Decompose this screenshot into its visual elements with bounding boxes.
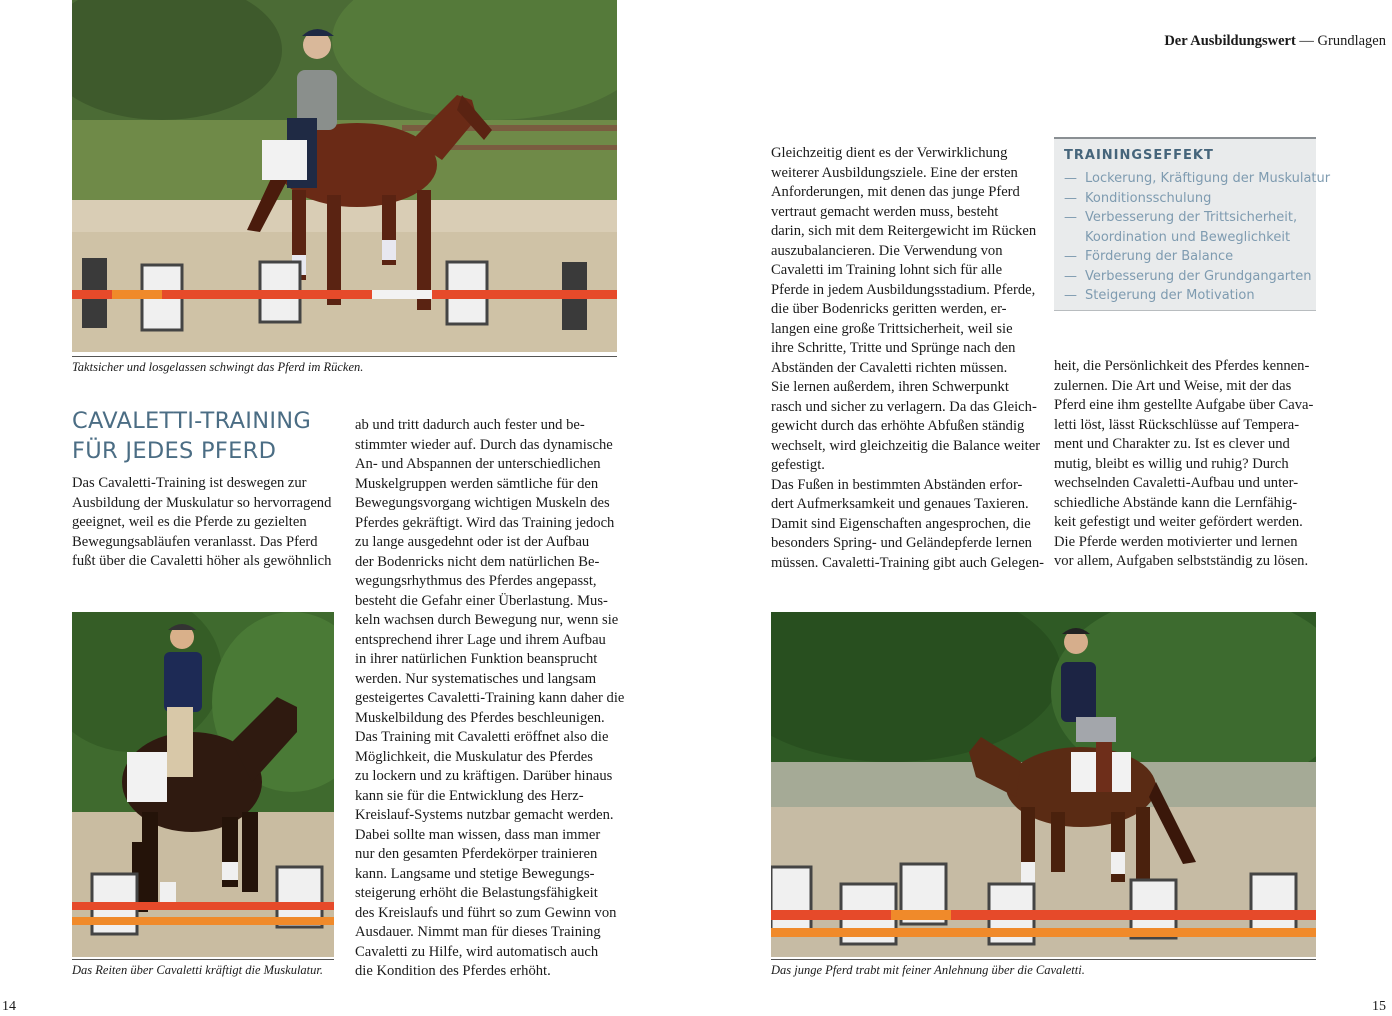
text-line: nur den gesamten Pferdekörper trainieren <box>355 846 598 862</box>
text-line: keit gefestigt und weiter gefördert werden. <box>1054 514 1303 530</box>
section-heading-line1: CAVALETTI-TRAINING <box>72 408 312 434</box>
list-item: — Verbesserung der Trittsicherheit, Koordination und Beweglichkeit <box>1064 210 1298 245</box>
text-line: Cavaletti im Training lohnt sich für alle <box>771 262 1003 278</box>
running-head-separator: — <box>1299 33 1314 49</box>
text-line: Ausbildung der Muskulatur so hervorragend <box>72 494 332 511</box>
text-line: geeignet, weil es die Pferde zu gezielten <box>72 514 307 530</box>
text-line: rasch und sicher zu verlagern. Da das Gleich- <box>771 398 1037 415</box>
body-column-left <box>72 474 331 572</box>
text-line: Muskelgruppen werden sämtliche für den <box>355 475 599 492</box>
photo-top-left <box>72 0 617 352</box>
text-line: Damit sind Eigenschaften angesprochen, die <box>771 515 1031 532</box>
text-line: Möglichkeit, die Muskulatur des Pferdes <box>355 748 593 765</box>
list-item: — Lockerung, Kräftigung der Muskulatur <box>1064 171 1331 186</box>
text-line: auszubalancieren. Die Verwendung von <box>771 242 1003 259</box>
text-line: fußt über die Cavaletti höher als gewöhnlich <box>72 553 332 569</box>
text-line: des Kreislaufs und führt so zum Gewinn von <box>355 904 617 921</box>
text-line: in ihrer natürlichen Funktion beansprucht <box>355 651 598 667</box>
text-line: Ausdauer. Nimmt man für dieses Training <box>355 924 601 940</box>
photo-bottom-left <box>72 612 334 957</box>
text-line: die über Bodenricks geritten werden, er- <box>771 301 1007 317</box>
text-line: Bewegungsabläufen veranlasst. Das Pferd <box>72 533 318 550</box>
caption-bottom-right: Das junge Pferd trabt mit feiner Anlehnung über die Cavaletti. <box>771 963 1085 977</box>
text-line: der Bodenricks nicht dem natürlichen Be- <box>355 553 600 570</box>
text-line: Das Fußen in bestimmten Abständen erfor- <box>771 476 1023 493</box>
text-line: Die Pferde werden motivierter und lernen <box>1054 533 1298 550</box>
text-line: gesteigertes Cavaletti-Training kann daher die <box>355 690 625 706</box>
training-effect-box <box>1054 137 1331 311</box>
text-line: mutig, bleibt es willig und ruhig? Durch <box>1054 455 1289 472</box>
training-effect-title: TRAININGSEFFEKT <box>1064 148 1214 163</box>
text-line: zu lange ausgedehnt oder ist der Aufbau <box>355 534 590 550</box>
section-heading-line2: FÜR JEDES PFERD <box>72 438 277 464</box>
text-line: kann sie für die Entwicklung des Herz- <box>355 787 584 804</box>
list-item: — Förderung der Balance <box>1064 249 1234 264</box>
text-line: steigerung erhöht die Belastungsfähigkeit <box>355 885 598 901</box>
text-line: Anforderungen, mit denen das junge Pferd <box>771 184 1020 200</box>
text-line: ment und Charakter zu. Ist es clever und <box>1054 436 1290 452</box>
text-line: zu lockern und zu kräftigen. Darüber hinaus <box>355 768 613 784</box>
training-effect-list <box>1064 169 1330 306</box>
text-line: Pferd eine ihm gestellte Aufgabe über Cava- <box>1054 397 1314 413</box>
rule-bottom-left <box>72 959 334 960</box>
text-line: gewicht durch das erhöhte Abfußen ständig <box>771 418 1025 434</box>
text-line: Cavaletti zu Hilfe, wird automatisch auch <box>355 943 599 960</box>
photo-bottom-right <box>771 612 1316 957</box>
text-line: kann. Langsame und stetige Bewegungs- <box>355 865 595 882</box>
caption-top-left: Taktsicher und losgelassen schwingt das Pferd im Rücken. <box>72 360 364 374</box>
list-item: — Steigerung der Motivation <box>1064 288 1255 303</box>
text-line: die Kondition des Pferdes erhöht. <box>355 963 551 979</box>
text-line: gefestigt. <box>771 457 825 473</box>
text-line: Sie lernen außerdem, ihren Schwerpunkt <box>771 379 1009 395</box>
text-line: besonders Spring- und Geländepferde lernen <box>771 535 1032 551</box>
text-line: vor allem, Aufgaben selbstständig zu lösen. <box>1054 553 1309 569</box>
text-line: weiterer Ausbildungsziele. Eine der ersten <box>771 164 1018 181</box>
body-column-right-a <box>771 144 1044 573</box>
text-line: Muskelbildung des Pferdes beschleunigen. <box>355 709 605 726</box>
text-line: werden. Nur systematisches und langsam <box>355 670 597 687</box>
caption-bottom-left: Das Reiten über Cavaletti kräftigt die Muskulatur. <box>72 963 324 977</box>
rule-bottom-right <box>771 959 1316 960</box>
text-line: Das Training mit Cavaletti eröffnet also die <box>355 729 609 745</box>
text-line: Pferdes gekräftigt. Wird das Training jedoch <box>355 514 615 531</box>
section-heading <box>72 406 311 466</box>
text-line: wegungsrhythmus des Pferdes angepasst, <box>355 573 597 589</box>
text-line: wechselnden Cavaletti-Aufbau und unter- <box>1054 475 1299 491</box>
body-column-middle <box>355 416 624 982</box>
text-line: Kreislauf-Systems nutzbar gemacht werden. <box>355 807 614 823</box>
text-line: Bewegungsvorgang wichtigen Muskeln des <box>355 495 610 511</box>
text-line: dert Aufmerksamkeit und genaues Taxieren. <box>771 496 1029 512</box>
page-number-right: 15 <box>1372 999 1386 1014</box>
text-line: darin, sich mit dem Reitergewicht im Rücken <box>771 223 1037 239</box>
text-line: ihre Schritte, Tritte und Sprünge nach den <box>771 340 1016 356</box>
text-line: wechselt, wird gleichzeitig die Balance weiter <box>771 437 1041 454</box>
text-line: keln wachsen durch Bewegung nur, wenn sie <box>355 612 619 628</box>
text-line: Gleichzeitig dient es der Verwirklichung <box>771 145 1008 161</box>
running-head <box>1164 33 1386 50</box>
running-head-chapter: Der Ausbildungswert <box>1164 33 1296 49</box>
rule-top-left <box>72 356 617 357</box>
text-line: An- und Abspannen der unterschiedlichen <box>355 456 601 472</box>
list-item: — Verbesserung der Grundgangarten <box>1064 268 1312 284</box>
text-line: Pferde in jedem Ausbildungsstadium. Pferde, <box>771 281 1036 298</box>
text-line: letti löst, lässt Rückschlüsse auf Tempera- <box>1054 416 1300 433</box>
text-line: stimmter wieder auf. Durch das dynamische <box>355 436 613 453</box>
text-line: heit, die Persönlichkeit des Pferdes kennen- <box>1054 358 1310 374</box>
list-item: — Konditionsschulung <box>1064 190 1212 206</box>
text-line: Dabei sollte man wissen, dass man immer <box>355 826 601 843</box>
text-line: besteht die Gefahr einer Überlastung. Mus- <box>355 592 608 609</box>
body-column-right-b <box>1054 357 1313 572</box>
page-number-left: 14 <box>2 999 16 1014</box>
text-line: zulernen. Die Art und Weise, mit der das <box>1054 377 1292 394</box>
text-line: Abständen der Cavaletti richten müssen. <box>771 359 1008 376</box>
text-line: schiedliche Abstände kann die Lernfähig- <box>1054 494 1298 511</box>
running-head-section: Grundlagen <box>1317 33 1386 49</box>
text-line: vertraut gemacht werden muss, besteht <box>771 203 999 220</box>
text-line: müssen. Cavaletti-Training gibt auch Gelegen- <box>771 554 1045 571</box>
text-line: langen eine große Trittsicherheit, weil sie <box>771 320 1013 337</box>
text-line: entsprechend ihrer Lage und ihrem Aufbau <box>355 631 606 648</box>
text-line: Das Cavaletti-Training ist deswegen zur <box>72 475 307 491</box>
text-line: ab und tritt dadurch auch fester und be- <box>355 417 585 433</box>
